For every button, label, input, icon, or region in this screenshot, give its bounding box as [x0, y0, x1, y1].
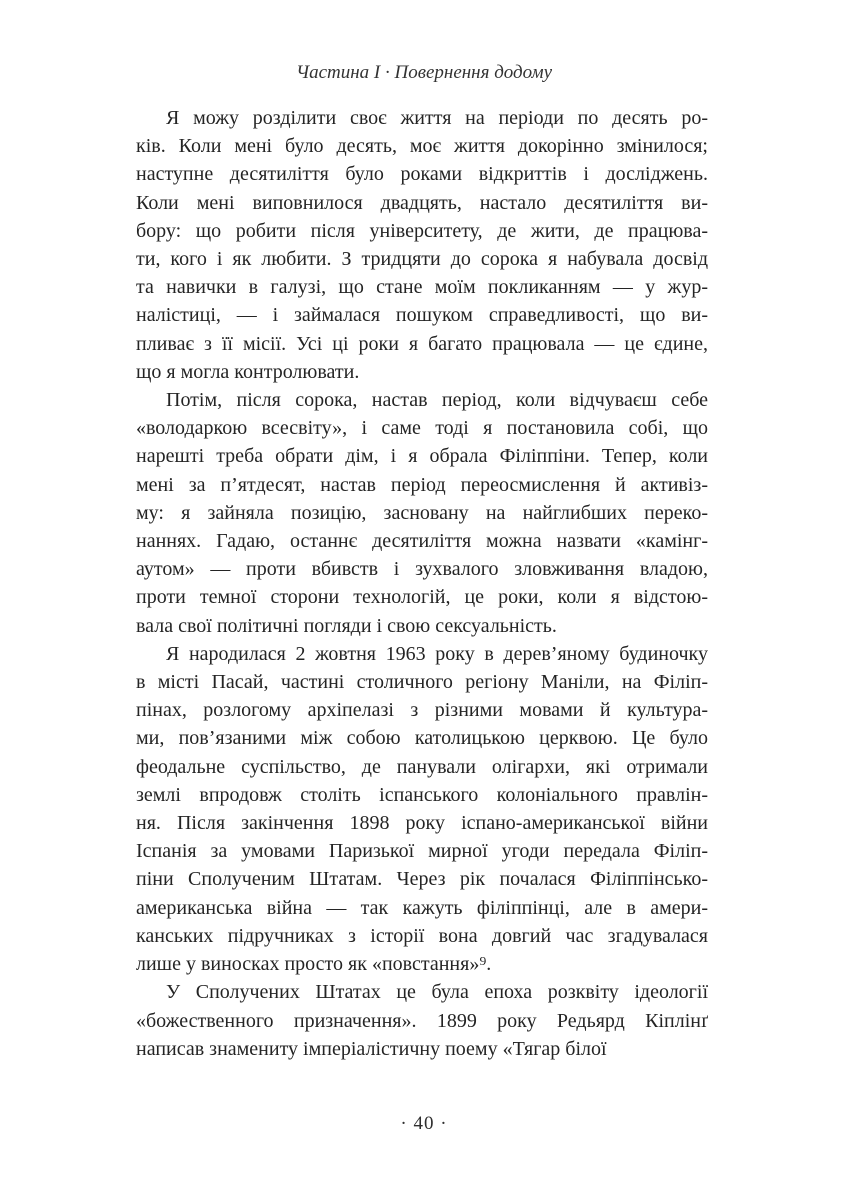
page-number: · 40 · [400, 1113, 448, 1134]
text-line: ти, кого і як любити. З тридцяти до сорока я набувала досвід [136, 248, 708, 271]
text-line: канських підручниках з історії вона довгий час згадувалася [136, 924, 708, 947]
text-line: мені за п’ятдесят, настав період переосмислення й активіз- [136, 473, 708, 496]
text-line: пливає з її місії. Усі ці роки я багато працювала — це єдине, [136, 332, 708, 355]
text-line: феодальне суспільство, де панували олігархи, які отримали [136, 755, 708, 778]
text-line: наступне десятиліття було роками відкриттів і досліджень. [136, 163, 708, 186]
text-block [136, 104, 708, 1063]
text-line: Потім, після сорока, настав період, коли відчуваєш себе [166, 389, 708, 412]
text-line: нарешті треба обрати дім, і я обрала Філіппіни. Тепер, коли [136, 445, 708, 468]
text-line: му: я зайняла позицію, засновану на найглибших переко- [136, 501, 708, 524]
text-line: «володаркою всесвіту», і саме тоді я постановила собі, що [136, 417, 708, 440]
text-line: Коли мені виповнилося двадцять, настало десятиліття ви- [136, 191, 708, 214]
text-line: ня. Після закінчення 1898 року іспано-американської війни [136, 812, 708, 835]
text-line: вала свої політичні погляди і свою сексуальність. [136, 614, 557, 637]
text-line: У Сполучених Штатах це була епоха розквіту ідеології [166, 981, 708, 1004]
text-line: в місті Пасай, частині столичного регіону Маніли, на Філіп- [136, 671, 708, 694]
text-line: проти темної сторони технологій, це роки, коли я відстою- [136, 586, 708, 609]
text-line: ми, пов’язаними між собою католицькою церквою. Це було [136, 727, 708, 750]
text-line: та навички в галузі, що стане моїм покликанням — у жур- [136, 276, 708, 299]
text-line: землі впродовж століть іспанського колоніального правлін- [136, 783, 708, 806]
paragraph [136, 640, 708, 978]
text-line: Іспанія за умовами Паризької мирної угоди передала Філіп- [136, 840, 708, 863]
text-line: пінах, розлогому архіпелазі з різними мовами й культура- [136, 699, 708, 722]
text-line: лише у виносках просто як «повстання»⁹. [136, 953, 492, 976]
text-line: ків. Коли мені було десять, моє життя докорінно змінилося; [136, 135, 708, 158]
text-line: піни Сполученим Штатам. Через рік почалася Філіппінсько- [136, 868, 708, 891]
paragraph [136, 104, 708, 386]
text-line: «божественного призначення». 1899 року Редьярд Кіплінґ [136, 1009, 708, 1032]
text-line: що я могла контролювати. [136, 360, 360, 383]
text-line: Я можу розділити своє життя на періоди по десять ро- [166, 107, 708, 129]
text-line: наннях. Гадаю, останнє десятиліття можна назвати «камінг- [136, 530, 708, 553]
text-line: американська війна — так кажуть філіппінці, але в амери- [136, 896, 708, 919]
paragraph [136, 978, 708, 1063]
text-line: бору: що робити після університету, де жити, де працюва- [136, 219, 708, 242]
paragraph [136, 386, 708, 640]
text-line: аутом» — проти вбивств і зухвалого зловживання владою, [136, 558, 708, 581]
text-line: Я народилася 2 жовтня 1963 року в дерев’яному будиночку [166, 642, 708, 665]
text-line: написав знамениту імперіалістичну поему «Тягар білої [136, 1037, 607, 1060]
running-header: Частина I · Повернення додому [296, 62, 552, 83]
text-line: налістиці, — і займалася пошуком справедливості, що ви- [136, 304, 708, 327]
